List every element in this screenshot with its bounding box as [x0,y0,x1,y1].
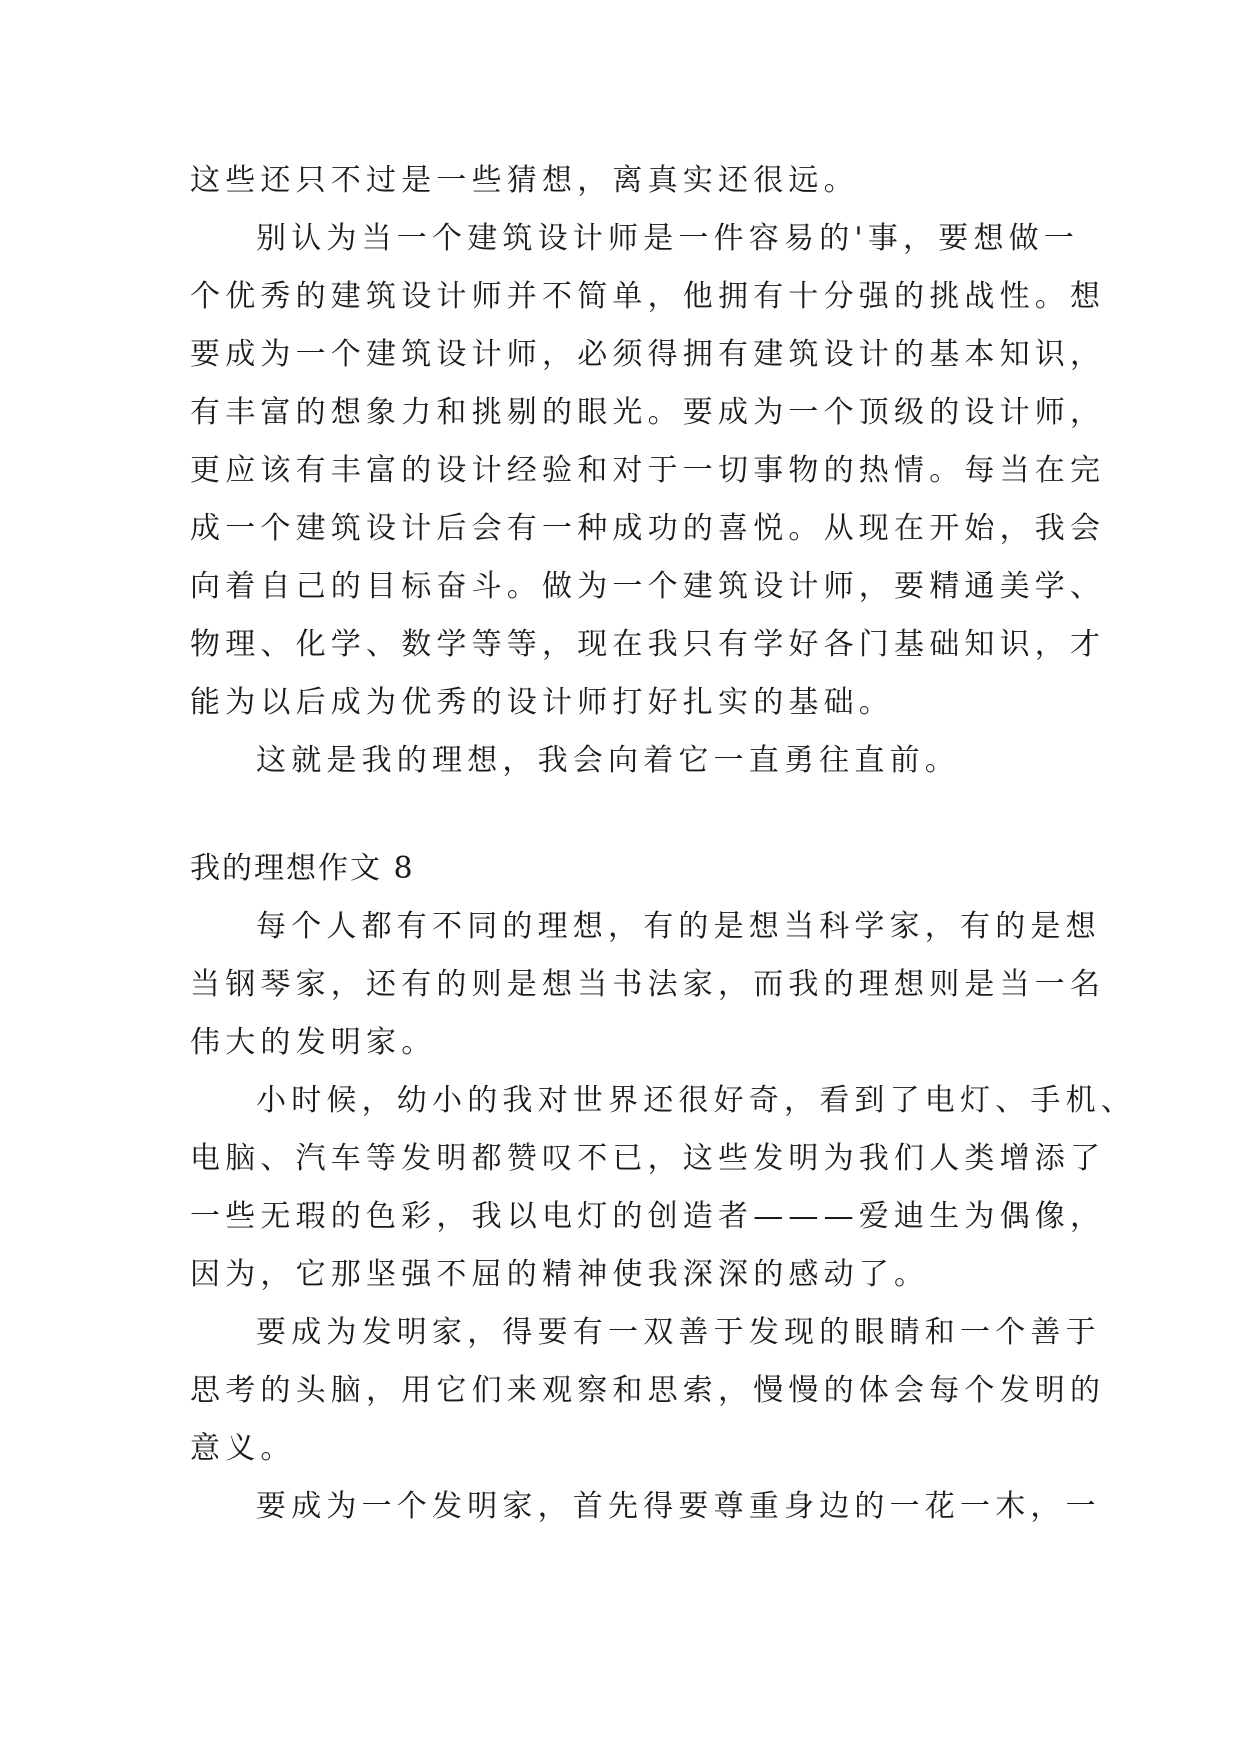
text-line: 能为以后成为优秀的设计师打好扎实的基础。 [190,685,894,720]
text-line: 意义。 [190,1431,296,1466]
text-line: 向着自己的目标奋斗。做为一个建筑设计师，要精通美学、 [190,569,1106,604]
text-line: 电脑、汽车等发明都赞叹不已，这些发明为我们人类增添了 [190,1141,1106,1176]
text-line: 物理、化学、数学等等，现在我只有学好各门基础知识，才 [190,627,1106,662]
text-line: 别认为当一个建筑设计师是一件容易的'事，要想做一 [256,221,1080,256]
text-line: 当钢琴家，还有的则是想当书法家，而我的理想则是当一名 [190,967,1106,1002]
text-line: 因为，它那坚强不屈的精神使我深深的感动了。 [190,1257,930,1292]
text-line: 要成为发明家，得要有一双善于发现的眼睛和一个善于 [256,1315,1101,1350]
text-line: 个优秀的建筑设计师并不简单，他拥有十分强的挑战性。想 [190,279,1106,314]
section-heading: 我的理想作文 8 [190,851,415,886]
text-line: 思考的头脑，用它们来观察和思索，慢慢的体会每个发明的 [190,1373,1106,1408]
text-line: 更应该有丰富的设计经验和对于一切事物的热情。每当在完 [190,453,1106,488]
text-line: 有丰富的想象力和挑剔的眼光。要成为一个顶级的设计师， [190,395,1106,430]
text-line: 这就是我的理想，我会向着它一直勇往直前。 [256,743,960,778]
text-line: 一些无瑕的色彩，我以电灯的创造者———爱迪生为偶像， [190,1199,1106,1234]
text-line: 要成为一个建筑设计师，必须得拥有建筑设计的基本知识， [190,337,1106,372]
text-line: 伟大的发明家。 [190,1025,437,1060]
text-line: 小时候，幼小的我对世界还很好奇，看到了电灯、手机、 [256,1083,1136,1118]
text-line: 要成为一个发明家，首先得要尊重身边的一花一木，一 [256,1489,1101,1524]
section-gap [190,790,1065,840]
document-page [190,152,1136,1536]
text-line: 成一个建筑设计后会有一种成功的喜悦。从现在开始，我会 [190,511,1106,546]
text-line: 这些还只不过是一些猜想，离真实还很远。 [190,163,859,198]
text-line: 每个人都有不同的理想，有的是想当科学家，有的是想 [256,909,1101,944]
